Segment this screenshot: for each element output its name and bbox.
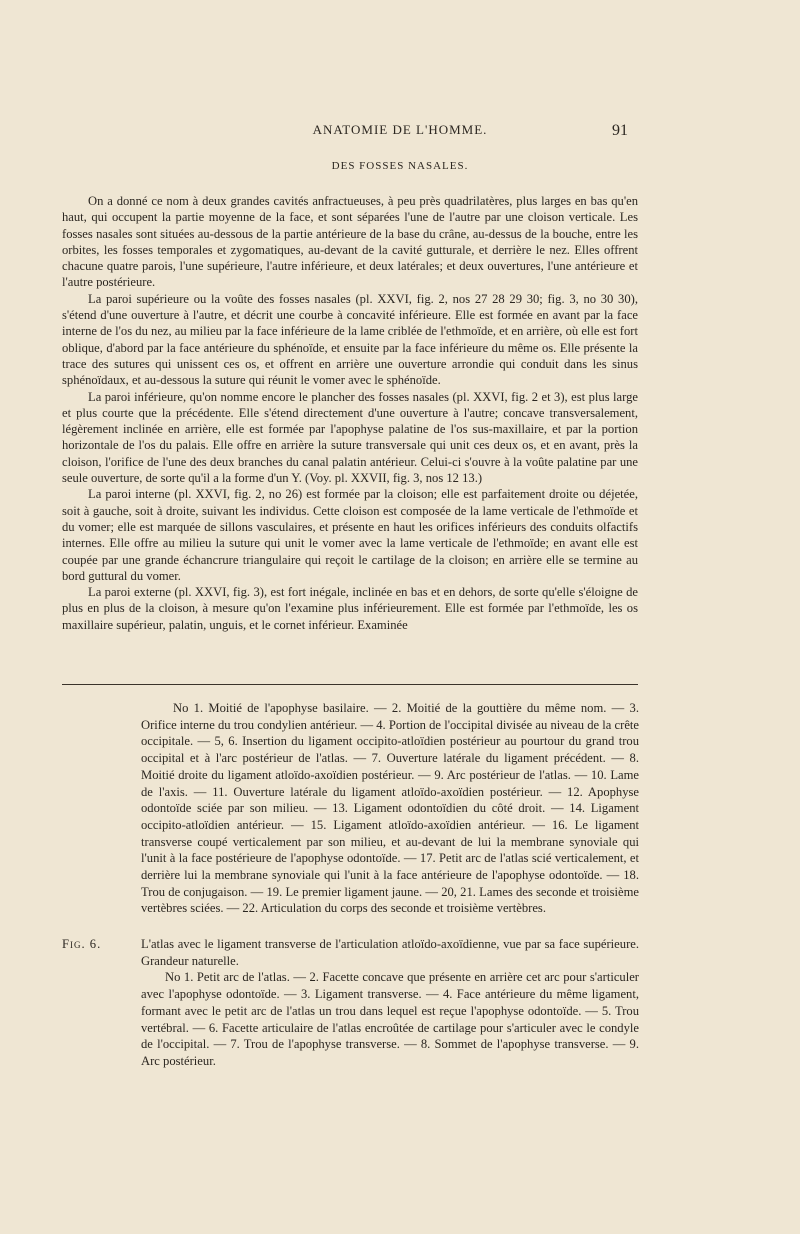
figure-items: No 1. Petit arc de l'atlas. — 2. Facette concave que présente en arrière cet arc pour s'articuler avec l'apophyse odontoïde. — 3. Ligament transverse. — 4. Face antérieure du même ligament, formant avec le petit arc de l'atlas un trou dans lequel est reçue l'apophyse odontoïde. — 5. Trou vertébral. — 6. Facette articulaire de l'atlas encroûtée de cartilage pour s'articuler avec le condyle de l'occipital. — 7. Trou de l'apophyse transverse. — 8. Sommet de l'apophyse transverse. — 9. Arc postérieur. [141,970,639,1068]
page-number: 91 [612,122,628,139]
paragraph: La paroi interne (pl. XXVI, fig. 2, no 26) est formée par la cloison; elle est parfaitement droite ou déjetée, soit à gauche, soit à droite, suivant les individus. Cette cloison est composée de la lame verticale de l'ethmoïde et du vomer; elle est marquée de sillons vasculaires, et présente en haut les orifices inférieurs des conduits olfactifs internes. Elle offre au milieu la suture qui unit le vomer avec la lame verticale de l'ethmoïde; en avant elle est coupée par une grande échancrure triangulaire qui reçoit le cartilage de la cloison; en arrière elle se termine au bord guttural du vomer. [62,487,638,583]
figure-caption: L'atlas avec le ligament transverse de l'articulation atloïdo-axoïdienne, vue par sa face supérieure. Grandeur naturelle. [141,937,639,968]
running-head: ANATOMIE DE L'HOMME. [312,122,488,137]
figure-legend [62,936,639,1070]
paragraph: La paroi supérieure ou la voûte des fosses nasales (pl. XXVI, fig. 2, nos 27 28 29 30; fig. 3, no 30 30), s'étend d'une ouverture à l'autre, et décrit une courbe à concavité inférieure. Elle est formée en avant par la face interne de l'os du nez, au milieu par la face inférieure de la lame criblée de l'ethmoïde, et en arrière, où elle est fort oblique, d'abord par la face antérieure du sphénoïde, et ensuite par la face inférieure du même os. Elle présente la trace des sutures qui unissent ces os, et offrent en arrière une ouverture arrondie qui conduit dans les sinus sphénoïdaux, et au-dessous la suture qui réunit le vomer avec le sphénoïde. [62,291,638,388]
divider-rule [62,684,638,685]
paragraph: On a donné ce nom à deux grandes cavités anfractueuses, à peu près quadrilatères, plus larges en bas qu'en haut, qui occupent la partie moyenne de la face, et sont séparées l'une de l'autre par une cloison verticale. Les fosses nasales sont situées au-dessous de la partie antérieure de la base du crâne, au-dessus de la bouche, entre les orbites, les fosses temporales et zygomatiques, au-devant de la cavité gutturale, et derrière le nez. Elles offrent chacune quatre parois, l'une supérieure, l'autre inférieure, et deux latérales; et deux ouvertures, l'une antérieure et l'autre postérieure. [62,194,638,290]
figure-label: Fig. 6. [62,937,102,951]
figure-text [141,936,639,1070]
body-text [62,193,638,633]
section-title: DES FOSSES NASALES. [331,160,469,172]
notes-text: No 1. Moitié de l'apophyse basilaire. — 2. Moitié de la gouttière du même nom. — 3. Orifice interne du trou condylien antérieur. — 4. Portion de l'occipital divisée au niveau de la crête occipitale. — 5, 6. Insertion du ligament occipito-atloïdien postérieur au pourtour du grand trou occipital et à l'arc postérieur de l'atlas. — 7. Ouverture latérale du ligament précédent. — 8. Moitié droite du ligament atloïdo-axoïdien postérieur. — 9. Arc postérieur de l'atlas. — 10. Lame de l'axis. — 11. Ouverture latérale du ligament atloïdo-axoïdien postérieur. — 12. Apophyse odontoïde sciée par son milieu. — 13. Ligament odontoïdien du côté droit. — 14. Ligament occipito-atloïdien antérieur. — 15. Ligament atloïdo-axoïdien antérieur. — 16. Le ligament transverse coupé verticalement par son milieu, et au-devant de lui la membrane synoviale qui l'unit à la face postérieure de l'apophyse odontoïde. — 17. Petit arc de l'atlas scié verticalement, et derrière lui la membrane synoviale qui l'unit à la face antérieure de l'apophyse odontoïde. — 18. Trou de conjugaison. — 19. Le premier ligament jaune. — 20, 21. Lames des seconde et troisième vertèbres sciées. — 22. Articulation du corps des seconde et troisième vertèbres. [141,701,639,916]
paragraph: La paroi inférieure, qu'on nomme encore le plancher des fosses nasales (pl. XXVI, fig. 2 et 3), est plus large et plus courte que la précédente. Elle s'étend directement d'une ouverture à l'autre; concave transversalement, légèrement inclinée en arrière, elle est formée par l'apophyse palatine de l'os sus-maxillaire, et par la portion horizontale de l'os du palais. Elle offre en arrière la suture transversale qui unit ces deux os, et en avant, près la cloison, l'orifice de l'une des deux branches du canal palatin antérieur. Celui-ci s'ouvre à la voûte palatine par une seule ouverture, de sorte qu'il a la forme d'un Y. (Voy. pl. XXVII, fig. 3, nos 12 13.) [62,389,638,486]
paragraph: La paroi externe (pl. XXVI, fig. 3), est fort inégale, inclinée en bas et en dehors, de sorte qu'elle s'éloigne de plus en plus de la cloison, à mesure qu'on l'examine plus inférieurement. Elle est formée par l'ethmoïde, les os maxillaire supérieur, palatin, unguis, et le cornet inférieur. Examinée [62,585,638,632]
figure-notes [141,700,639,917]
